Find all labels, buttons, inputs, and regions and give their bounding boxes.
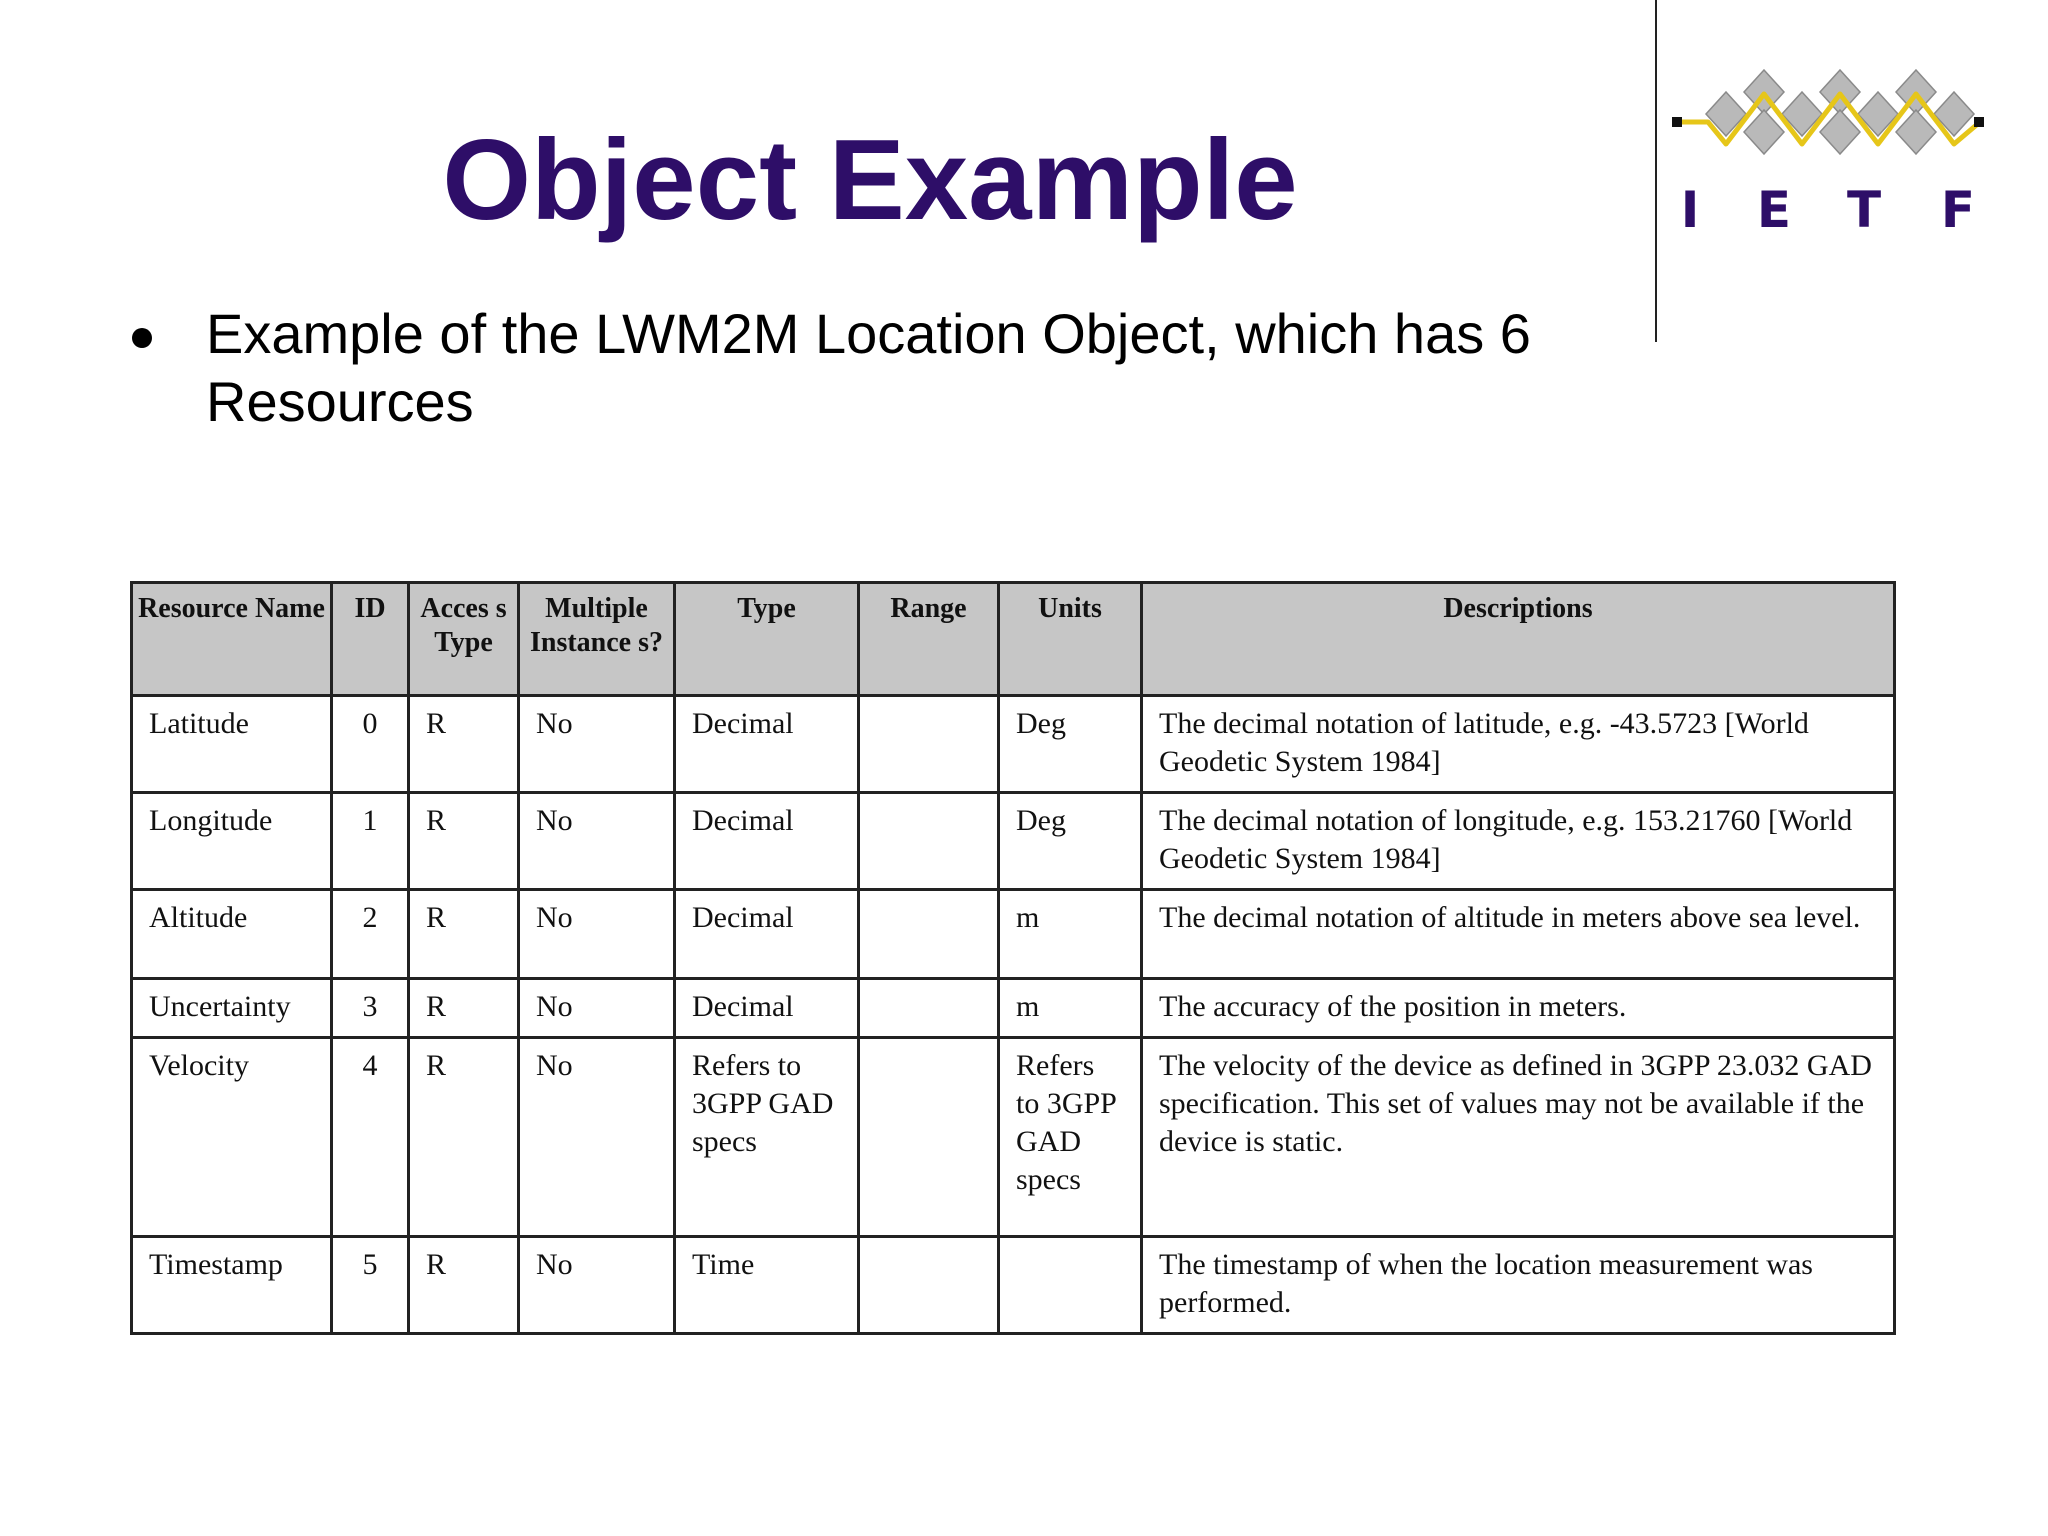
cell-type: Refers to 3GPP GAD specs (675, 1038, 859, 1237)
logo-diamonds (1706, 70, 1974, 154)
table-row (132, 1237, 1895, 1334)
cell-resource-name: Uncertainty (132, 979, 332, 1038)
cell-access-type: R (409, 793, 519, 890)
slide-title: Object Example (442, 117, 1298, 244)
cell-description: The accuracy of the position in meters. (1142, 979, 1895, 1038)
cell-resource-name: Velocity (132, 1038, 332, 1237)
cell-multiple-instances: No (519, 1038, 675, 1237)
bullet-item (130, 300, 1610, 436)
cell-range (859, 890, 999, 979)
cell-access-type: R (409, 890, 519, 979)
cell-units: Refers to 3GPP GAD specs (999, 1038, 1142, 1237)
cell-type: Decimal (675, 979, 859, 1038)
cell-access-type: R (409, 696, 519, 793)
table-row (132, 1038, 1895, 1237)
cell-multiple-instances: No (519, 979, 675, 1038)
cell-multiple-instances: No (519, 696, 675, 793)
cell-units: Deg (999, 793, 1142, 890)
cell-description: The decimal notation of altitude in meters above sea level. (1142, 890, 1895, 979)
cell-id: 3 (332, 979, 409, 1038)
table-header-row (132, 583, 1895, 696)
header-multiple-instances: Multiple Instance s? (519, 583, 675, 696)
cell-type: Time (675, 1237, 859, 1334)
cell-access-type: R (409, 979, 519, 1038)
cell-access-type: R (409, 1237, 519, 1334)
bullet-text: Example of the LWM2M Location Object, which has 6 Resources (206, 302, 1531, 433)
cell-resource-name: Longitude (132, 793, 332, 890)
cell-units: m (999, 890, 1142, 979)
cell-range (859, 1038, 999, 1237)
cell-resource-name: Latitude (132, 696, 332, 793)
ietf-logo (1668, 62, 1988, 242)
cell-id: 0 (332, 696, 409, 793)
header-range: Range (859, 583, 999, 696)
cell-description: The timestamp of when the location measurement was performed. (1142, 1237, 1895, 1334)
cell-range (859, 696, 999, 793)
header-type: Type (675, 583, 859, 696)
table-row (132, 979, 1895, 1038)
cell-id: 2 (332, 890, 409, 979)
cell-type: Decimal (675, 793, 859, 890)
table-row (132, 793, 1895, 890)
header-descriptions: Descriptions (1142, 583, 1895, 696)
header-id: ID (332, 583, 409, 696)
cell-id: 1 (332, 793, 409, 890)
table-row (132, 696, 1895, 793)
cell-multiple-instances: No (519, 793, 675, 890)
logo-letter-t: T (1846, 181, 1882, 239)
cell-id: 4 (332, 1038, 409, 1237)
resources-table (130, 581, 1896, 1335)
cell-description: The decimal notation of longitude, e.g. 153.21760 [World Geodetic System 1984] (1142, 793, 1895, 890)
cell-multiple-instances: No (519, 890, 675, 979)
cell-units (999, 1237, 1142, 1334)
cell-id: 5 (332, 1237, 409, 1334)
cell-access-type: R (409, 1038, 519, 1237)
cell-resource-name: Altitude (132, 890, 332, 979)
cell-range (859, 979, 999, 1038)
cell-units: m (999, 979, 1142, 1038)
bullet-dot-icon (132, 328, 152, 348)
cell-units: Deg (999, 696, 1142, 793)
header-access-type: Acces s Type (409, 583, 519, 696)
cell-multiple-instances: No (519, 1237, 675, 1334)
cell-range (859, 793, 999, 890)
table-row (132, 890, 1895, 979)
cell-range (859, 1237, 999, 1334)
header-units: Units (999, 583, 1142, 696)
cell-description: The velocity of the device as defined in 3GPP 23.032 GAD specification. This set of values may not be available if the device is static. (1142, 1038, 1895, 1237)
cell-type: Decimal (675, 890, 859, 979)
cell-description: The decimal notation of latitude, e.g. -43.5723 [World Geodetic System 1984] (1142, 696, 1895, 793)
header-divider (1655, 0, 1657, 342)
logo-letter-f: F (1940, 181, 1976, 239)
cell-resource-name: Timestamp (132, 1237, 332, 1334)
header-resource-name: Resource Name (132, 583, 332, 696)
logo-letter-e: E (1756, 181, 1792, 239)
logo-letter-i: I (1680, 181, 1700, 239)
cell-type: Decimal (675, 696, 859, 793)
